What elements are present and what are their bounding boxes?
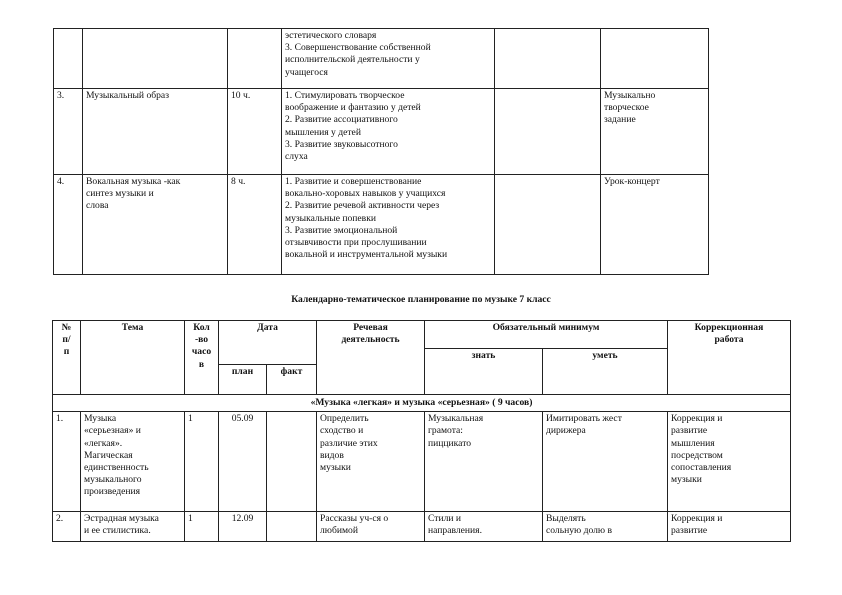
cell-line: развитие	[671, 425, 708, 437]
cell-line: Вокальная музыка -как	[86, 176, 181, 187]
row-can	[543, 512, 668, 542]
cell-line: произведения	[84, 486, 141, 498]
cell-line: слова	[86, 200, 109, 212]
row-topic	[83, 175, 228, 275]
cell-line: видов	[320, 449, 344, 461]
row-number	[54, 29, 83, 89]
cell-line: 3. Совершенствование собственной	[285, 42, 431, 54]
row-hours: 10 ч.	[228, 89, 282, 175]
cell-line: слуха	[285, 151, 308, 163]
table-row	[54, 29, 709, 89]
section-heading: «Музыка «легкая» и музыка «серьезная» ( 9 часов)	[53, 395, 791, 412]
schedule-table	[52, 320, 791, 542]
row-fact-date	[267, 412, 317, 512]
row-plan-date: 05.09	[219, 412, 267, 512]
cell-line: Урок-концерт	[604, 176, 660, 187]
page-title: Календарно-тематическое планирование по музыке 7 класс	[291, 294, 551, 305]
cell-line: 3. Развитие эмоциональной	[285, 224, 398, 236]
row-tasks	[282, 89, 495, 175]
table-row	[53, 412, 791, 512]
row-hours	[228, 29, 282, 89]
row-form	[601, 89, 709, 175]
row-count: 1	[185, 412, 219, 512]
cell-line: сопоставления	[671, 462, 732, 474]
row-hours: 8 ч.	[228, 175, 282, 275]
cell-line: эстетического словаря	[285, 30, 377, 41]
cell-line: различие этих	[320, 437, 378, 449]
header-know: знать	[425, 349, 543, 395]
cell-line: развитие	[671, 525, 708, 537]
row-form	[601, 175, 709, 275]
row-speech	[317, 512, 425, 542]
cell-line: сходство и	[320, 425, 364, 437]
cell-line: Стили и	[428, 513, 462, 525]
header-date: Дата	[219, 321, 317, 365]
upper-table	[53, 28, 709, 275]
cell-line: единственность	[84, 462, 149, 474]
cell-line: «легкая».	[84, 437, 123, 449]
cell-line: 2. Развитие речевой активности через	[285, 200, 440, 212]
cell-line: Выделять	[546, 513, 586, 525]
cell-line: Музыкальный образ	[86, 90, 169, 101]
cell-line: синтез музыки и	[86, 188, 154, 200]
cell-line: учащегося	[285, 66, 328, 78]
row-extra	[495, 89, 601, 175]
cell-line: Музыкальная	[428, 413, 484, 425]
row-tasks	[282, 29, 495, 89]
row-number: 1.	[53, 412, 81, 512]
cell-line: 3. Развитие звуковысотного	[285, 138, 398, 150]
cell-line: Коррекция и	[671, 513, 723, 525]
row-fact-date	[267, 512, 317, 542]
cell-line: Музыкально	[604, 90, 656, 101]
cell-line: воображение и фантазию у детей	[285, 102, 421, 114]
row-number: 3.	[54, 89, 83, 175]
header-count: Кол -во часо в	[185, 321, 219, 395]
cell-line: 1. Стимулировать творческое	[285, 90, 405, 101]
cell-line: Имитировать жест	[546, 413, 622, 425]
cell-line: Определить	[320, 413, 369, 425]
row-can	[543, 412, 668, 512]
row-extra	[495, 175, 601, 275]
row-topic	[83, 89, 228, 175]
row-plan-date: 12.09	[219, 512, 267, 542]
cell-line: «серьезная» и	[84, 425, 141, 437]
header-plan: план	[219, 365, 267, 395]
cell-line: направления.	[428, 525, 482, 537]
row-number: 2.	[53, 512, 81, 542]
table-row	[54, 175, 709, 275]
cell-line: 2. Развитие ассоциативного	[285, 114, 398, 126]
row-number: 4.	[54, 175, 83, 275]
header-speech: Речевая деятельность	[317, 321, 425, 395]
cell-line: вокальной и инструментальной музыки	[285, 249, 448, 261]
cell-line: музыкальные попевки	[285, 212, 377, 224]
row-correction	[668, 512, 791, 542]
cell-line: музыки	[320, 462, 351, 474]
cell-line: Музыка	[84, 413, 117, 425]
row-form	[601, 29, 709, 89]
row-correction	[668, 412, 791, 512]
cell-line: вокально-хоровых навыков у учащихся	[285, 188, 446, 200]
table-row	[53, 512, 791, 542]
row-know	[425, 412, 543, 512]
cell-line: 1. Развитие и совершенствование	[285, 176, 422, 187]
row-topic	[81, 512, 185, 542]
row-count: 1	[185, 512, 219, 542]
table-row	[54, 89, 709, 175]
cell-line: исполнительской деятельности у	[285, 54, 420, 66]
header-fact: факт	[267, 365, 317, 395]
cell-line: отзывчивости при прослушивании	[285, 237, 427, 249]
cell-line: мышления	[671, 437, 715, 449]
cell-line: Рассказы уч-ся о	[320, 513, 389, 525]
cell-line: творческое	[604, 102, 649, 114]
cell-line: сольную долю в	[546, 525, 613, 537]
cell-line: Эстрадная музыка	[84, 513, 159, 525]
row-tasks	[282, 175, 495, 275]
cell-line: пиццикато	[428, 437, 472, 449]
cell-line: музыки	[671, 474, 702, 486]
row-topic	[83, 29, 228, 89]
header-num: № п/ п	[53, 321, 81, 395]
cell-line: грамота:	[428, 425, 463, 437]
cell-line: мышления у детей	[285, 126, 361, 138]
header-can: уметь	[543, 349, 668, 395]
cell-line: посредством	[671, 449, 723, 461]
cell-line: Коррекция и	[671, 413, 723, 425]
cell-line: и ее стилистика.	[84, 525, 151, 537]
header-minimum: Обязательный минимум	[425, 321, 668, 349]
cell-line: любимой	[320, 525, 358, 537]
header-correction: Коррекционная работа	[668, 321, 791, 395]
row-extra	[495, 29, 601, 89]
cell-line: дирижера	[546, 425, 586, 437]
cell-line: задание	[604, 114, 636, 126]
row-speech	[317, 412, 425, 512]
row-topic	[81, 412, 185, 512]
row-know	[425, 512, 543, 542]
cell-line: музыкального	[84, 474, 142, 486]
header-topic: Тема	[81, 321, 185, 395]
cell-line: Магическая	[84, 449, 133, 461]
